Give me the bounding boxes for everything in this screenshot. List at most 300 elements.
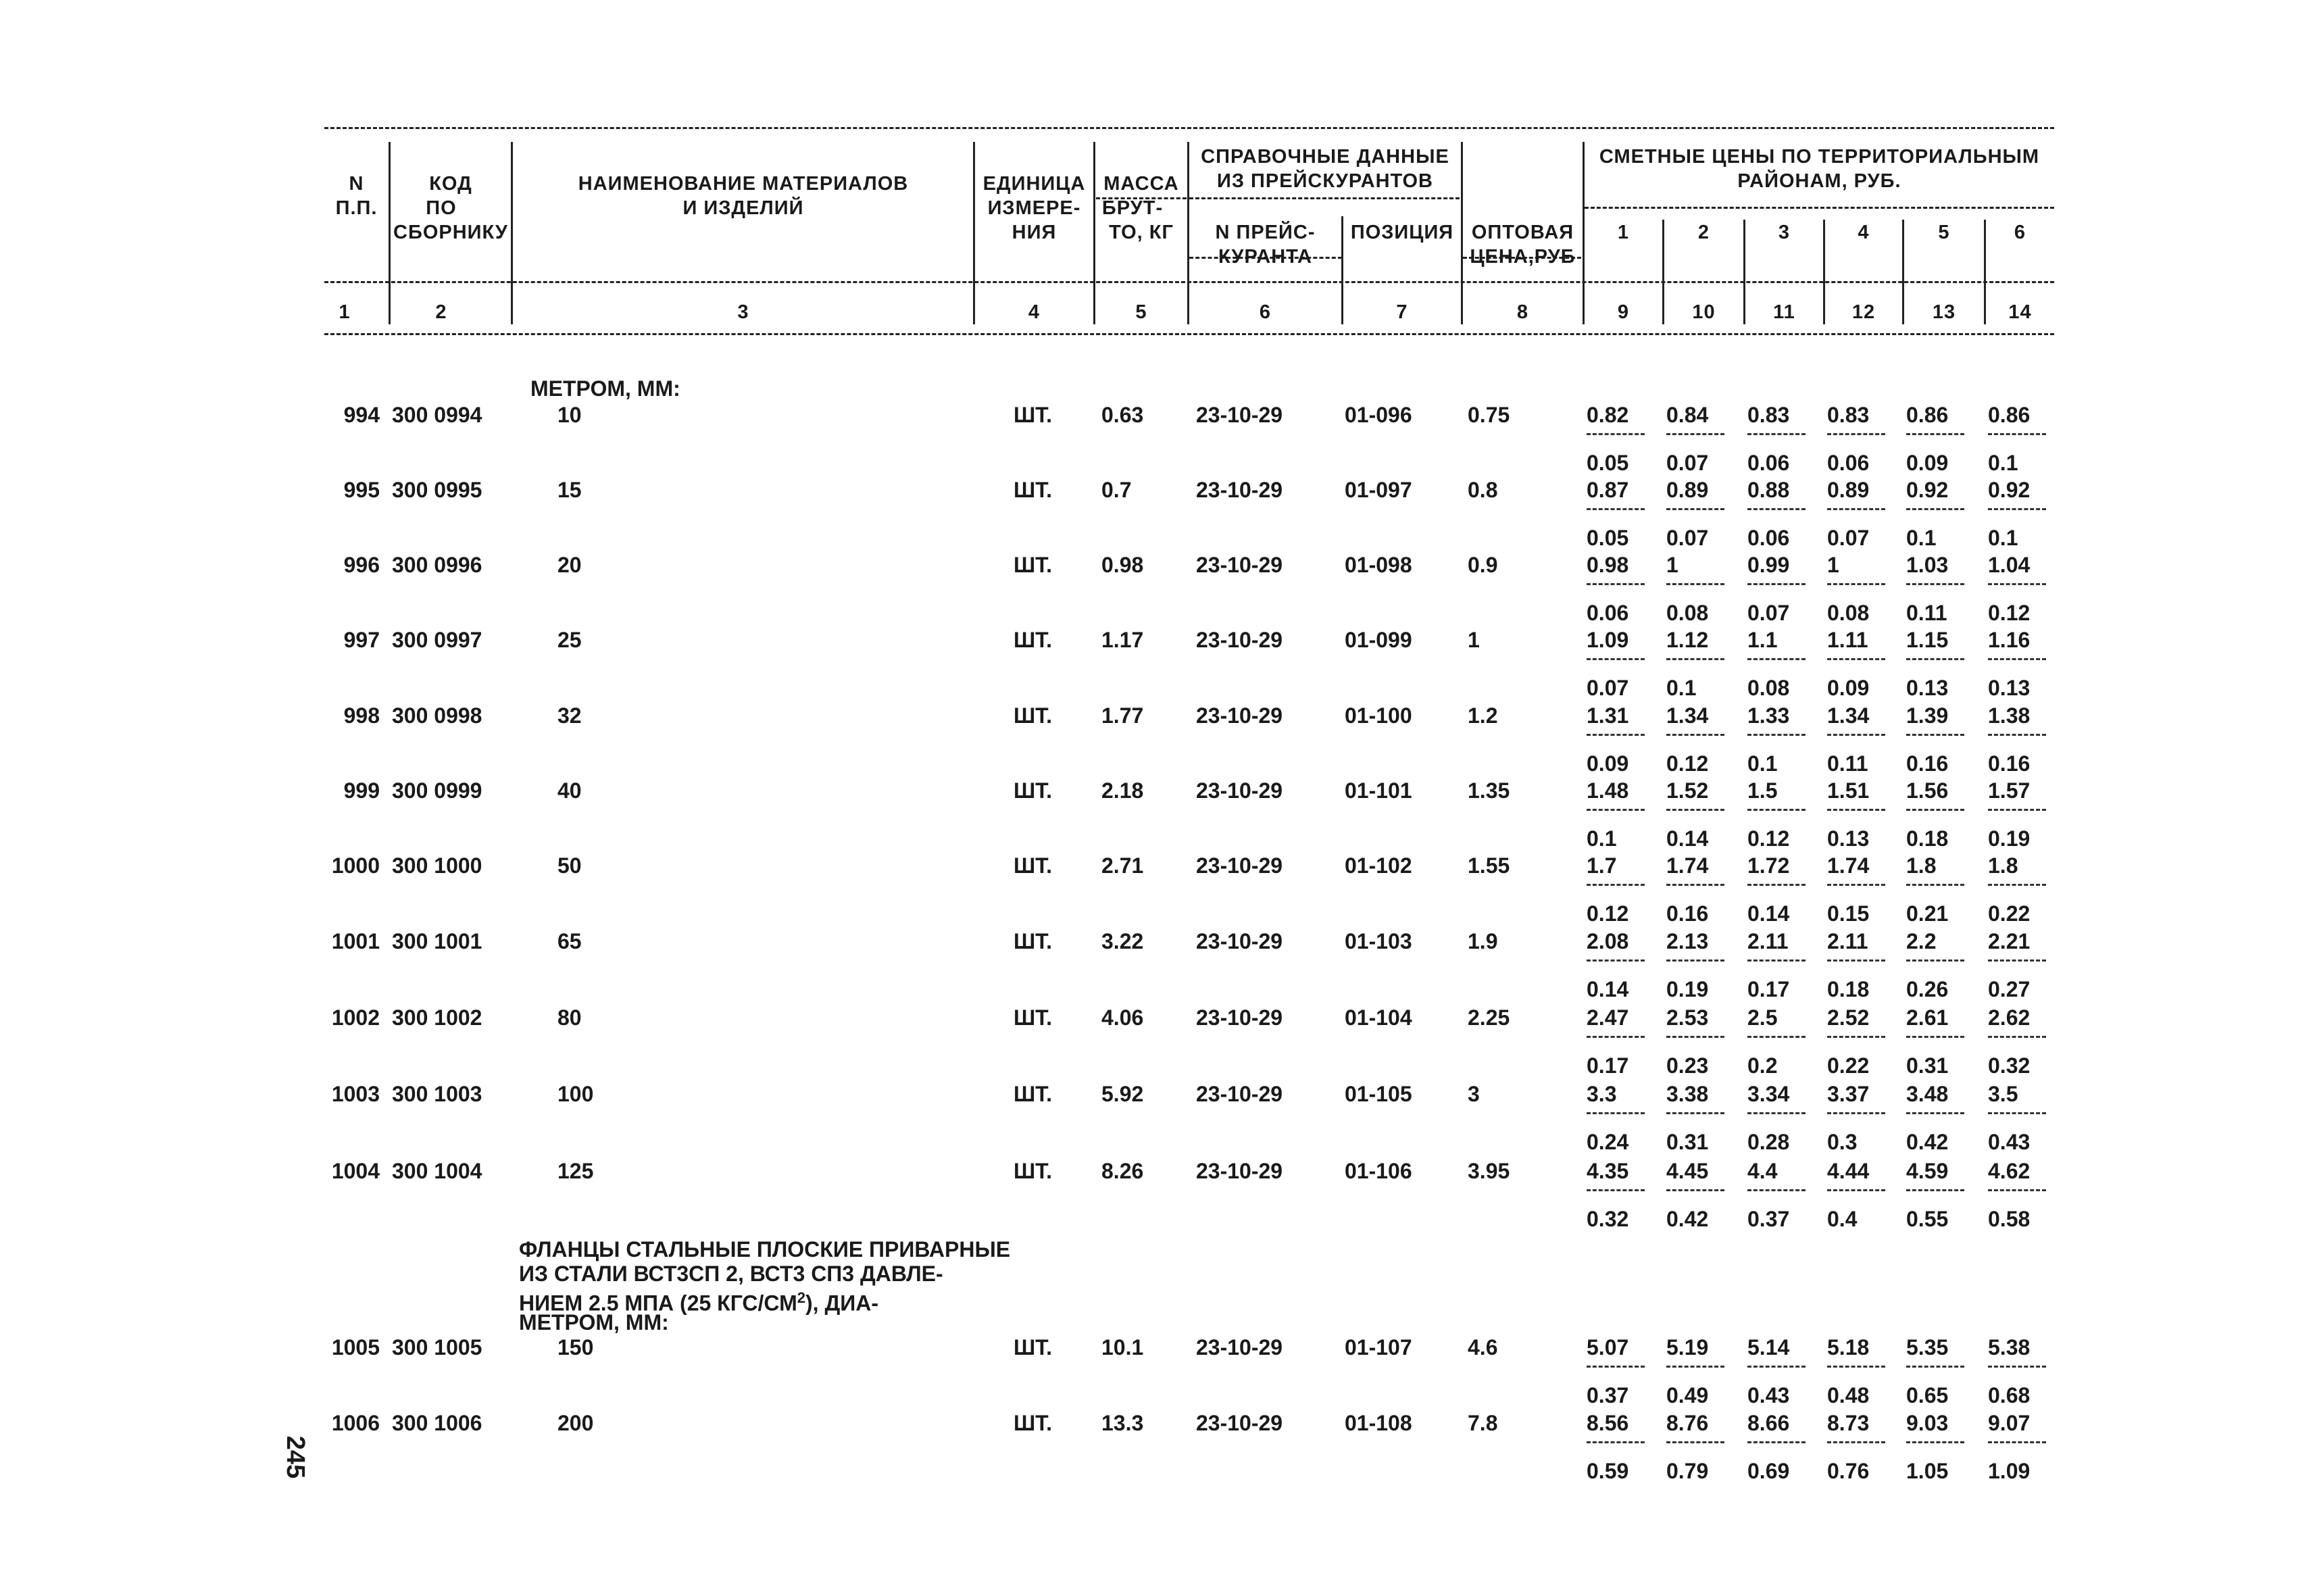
row-sub-price-district-3: 0.14 [1747,901,1790,926]
row-name: 125 [557,1159,594,1183]
row-sub-price-district-4: 0.22 [1827,1053,1870,1078]
col-number: 10 [1692,301,1716,323]
row-sub-price-district-6: 0.19 [1988,826,2031,851]
fraction-bar [1906,809,1964,811]
header-col2-line2: ПО [426,197,457,219]
row-sub-price-district-4: 0.3 [1827,1130,1858,1154]
row-price-district-4: 5.18 [1827,1335,1870,1360]
header-sub-rule [324,281,2054,283]
row-code: 300 1000 [392,853,482,878]
row-unit: ШТ. [1014,1005,1052,1030]
row-unit: ШТ. [1014,778,1052,803]
header-price-group-line1: СМЕТНЫЕ ЦЕНЫ ПО ТЕРРИТОРИАЛЬНЫМ [1599,146,2040,168]
fraction-bar [1587,658,1645,660]
row-code: 300 0994 [392,403,482,427]
col-number: 5 [1135,301,1147,323]
fraction-bar [1906,959,1964,962]
row-price-district-3: 2.11 [1747,929,1789,953]
row-price-district-1: 5.07 [1587,1335,1629,1360]
section-title-text: НИЕМ 2.5 МПА (25 КГС/СМ [519,1291,797,1316]
row-number: 1002 [331,1005,380,1030]
row-price-district-4: 1.34 [1827,703,1870,728]
row-price-list: 23-10-29 [1196,1411,1283,1435]
row-wholesale: 1.35 [1468,778,1510,803]
row-price-district-4: 2.52 [1827,1005,1870,1030]
row-wholesale: 3 [1468,1082,1480,1106]
row-sub-price-district-2: 0.23 [1666,1053,1709,1078]
row-sub-price-district-5: 0.09 [1906,451,1949,475]
row-sub-price-district-2: 0.49 [1666,1383,1709,1407]
row-mass: 10.1 [1101,1335,1144,1360]
row-sub-price-district-5: 1.05 [1906,1459,1949,1483]
fraction-bar [1666,1366,1724,1368]
header-ref-group-line1: СПРАВОЧНЫЕ ДАННЫЕ [1201,146,1449,168]
row-price-district-5: 2.61 [1906,1005,1949,1030]
header-col8-line1: ОПТОВАЯ [1471,222,1574,243]
row-price-list: 23-10-29 [1196,403,1283,427]
row-sub-price-district-6: 0.16 [1988,751,2031,776]
row-name: 80 [557,1005,582,1030]
row-sub-price-district-2: 0.31 [1666,1130,1709,1154]
header-col3-line1: НАИМЕНОВАНИЕ МАТЕРИАЛОВ [578,173,909,195]
row-number: 996 [343,553,380,577]
row-sub-price-district-1: 0.1 [1587,826,1617,851]
row-name: 32 [557,703,582,728]
row-name: 10 [557,403,582,427]
fraction-bar [1827,1036,1885,1038]
fraction-bar [1666,508,1724,510]
row-price-district-6: 1.8 [1988,853,2018,878]
row-price-district-1: 3.3 [1587,1082,1617,1106]
row-sub-price-district-2: 0.07 [1666,526,1709,550]
row-price-district-6: 1.04 [1988,553,2031,577]
fraction-bar [1988,809,2046,811]
header-bottom-rule [324,333,2054,335]
row-sub-price-district-1: 0.24 [1587,1130,1629,1154]
row-price-district-5: 1.56 [1906,778,1949,803]
row-price-district-3: 3.34 [1747,1082,1790,1106]
fraction-bar [1587,809,1645,811]
row-price-district-2: 5.19 [1666,1335,1709,1360]
row-position: 01-102 [1345,853,1412,878]
fraction-bar [1666,1189,1724,1191]
row-price-district-4: 0.83 [1827,403,1870,427]
row-price-district-2: 1 [1666,553,1678,577]
row-price-district-6: 2.62 [1988,1005,2031,1030]
fraction-bar [1988,884,2046,886]
row-position: 01-104 [1345,1005,1412,1030]
row-wholesale: 1.9 [1468,929,1498,953]
row-sub-price-district-2: 0.08 [1666,601,1709,625]
row-position: 01-103 [1345,929,1412,953]
row-sub-price-district-4: 0.76 [1827,1459,1870,1483]
row-sub-price-district-1: 0.14 [1587,977,1629,1001]
fraction-bar [1906,1441,1964,1443]
header-col1-line1: N [349,173,364,195]
row-position: 01-106 [1345,1159,1412,1183]
row-price-district-3: 1.1 [1747,628,1778,652]
row-name: 40 [557,778,582,803]
row-sub-price-district-6: 0.12 [1988,601,2031,625]
row-price-list: 23-10-29 [1196,778,1283,803]
row-sub-price-district-3: 0.08 [1747,676,1790,700]
row-unit: ШТ. [1014,478,1052,502]
col-number: 1 [339,301,351,323]
row-code: 300 1005 [392,1335,482,1360]
row-price-district-3: 0.83 [1747,403,1790,427]
row-code: 300 0997 [392,628,482,652]
row-sub-price-district-6: 0.27 [1988,977,2031,1001]
row-price-district-6: 1.16 [1988,628,2031,652]
fraction-bar [1747,1189,1806,1191]
row-sub-price-district-5: 0.21 [1906,901,1949,926]
row-sub-price-district-6: 0.1 [1988,451,2018,475]
row-sub-price-district-4: 0.07 [1827,526,1870,550]
row-mass: 0.7 [1101,478,1132,502]
row-price-district-1: 1.31 [1587,703,1629,728]
row-price-district-5: 1.8 [1906,853,1937,878]
row-price-district-5: 4.59 [1906,1159,1949,1183]
row-price-list: 23-10-29 [1196,1082,1283,1106]
row-price-district-1: 1.7 [1587,853,1617,878]
row-price-district-6: 0.86 [1988,403,2031,427]
header-district: 6 [2014,222,2026,243]
row-price-district-4: 1 [1827,553,1839,577]
fraction-bar [1747,734,1806,736]
row-mass: 0.63 [1101,403,1144,427]
row-position: 01-101 [1345,778,1412,803]
row-unit: ШТ. [1014,628,1052,652]
col-number: 2 [435,301,447,323]
header-district: 2 [1697,222,1710,243]
fraction-bar [1587,1366,1645,1368]
fraction-bar [1587,1112,1645,1114]
fraction-bar [1587,884,1645,886]
header-col3-line2: И ИЗДЕЛИЙ [682,197,804,219]
fraction-bar [1906,884,1964,886]
row-unit: ШТ. [1014,929,1052,953]
row-price-district-4: 0.89 [1827,478,1870,502]
row-sub-price-district-5: 0.65 [1906,1383,1949,1407]
row-wholesale: 4.6 [1468,1335,1498,1360]
row-price-district-1: 0.82 [1587,403,1629,427]
row-sub-price-district-1: 0.17 [1587,1053,1629,1078]
row-sub-price-district-5: 0.1 [1906,526,1937,550]
col-number: 6 [1259,301,1272,323]
row-number: 994 [343,403,380,427]
fraction-bar [1666,1036,1724,1038]
row-sub-price-district-1: 0.32 [1587,1207,1629,1231]
row-sub-price-district-1: 0.09 [1587,751,1629,776]
section-title-line: ФЛАНЦЫ СТАЛЬНЫЕ ПЛОСКИЕ ПРИВАРНЫЕ [519,1237,1011,1262]
fraction-bar [1827,734,1885,736]
fraction-bar [1666,734,1724,736]
row-price-district-2: 1.74 [1666,853,1709,878]
row-unit: ШТ. [1014,1159,1052,1183]
row-price-district-2: 0.84 [1666,403,1709,427]
fraction-bar [1827,1112,1885,1114]
superscript: 2 [797,1289,806,1306]
fraction-bar [1666,1112,1724,1114]
row-price-district-6: 3.5 [1988,1082,2018,1106]
col-number: 9 [1617,301,1630,323]
row-name: 100 [557,1082,594,1106]
row-position: 01-097 [1345,478,1412,502]
row-sub-price-district-3: 0.37 [1747,1207,1790,1231]
row-price-district-4: 8.73 [1827,1411,1870,1435]
fraction-bar [1747,959,1806,962]
row-price-district-1: 0.98 [1587,553,1629,577]
row-price-district-1: 0.87 [1587,478,1629,502]
row-sub-price-district-6: 0.1 [1988,526,2018,550]
row-price-district-6: 0.92 [1988,478,2031,502]
fraction-bar [1906,433,1964,435]
row-position: 01-099 [1345,628,1412,652]
row-sub-price-district-1: 0.37 [1587,1383,1629,1407]
fraction-bar [1587,508,1645,510]
row-mass: 4.06 [1101,1005,1144,1030]
fraction-bar [1587,1189,1645,1191]
row-sub-price-district-3: 0.06 [1747,526,1790,550]
fraction-bar [1906,658,1964,660]
row-number: 1003 [331,1082,380,1106]
row-position: 01-107 [1345,1335,1412,1360]
row-sub-price-district-4: 0.09 [1827,676,1870,700]
row-price-district-2: 0.89 [1666,478,1709,502]
row-unit: ШТ. [1014,1082,1052,1106]
row-sub-price-district-5: 0.26 [1906,977,1949,1001]
row-unit: ШТ. [1014,403,1052,427]
row-sub-price-district-5: 0.42 [1906,1130,1949,1154]
row-number: 1001 [331,929,380,953]
fraction-bar [1988,508,2046,510]
header-col4-line2: ИЗМЕРЕ- [987,197,1081,219]
row-price-district-4: 3.37 [1827,1082,1870,1106]
row-price-district-3: 5.14 [1747,1335,1790,1360]
row-code: 300 1004 [392,1159,482,1183]
row-price-district-5: 1.15 [1906,628,1949,652]
row-number: 1006 [331,1411,380,1435]
row-price-district-2: 1.34 [1666,703,1709,728]
row-price-district-1: 4.35 [1587,1159,1629,1183]
section-title-line: МЕТРОМ, ММ: [519,1310,669,1335]
row-sub-price-district-4: 0.18 [1827,977,1870,1001]
row-price-district-5: 0.92 [1906,478,1949,502]
row-number: 1005 [331,1335,380,1360]
row-position: 01-100 [1345,703,1412,728]
row-sub-price-district-4: 0.48 [1827,1383,1870,1407]
row-price-district-6: 5.38 [1988,1335,2031,1360]
row-sub-price-district-5: 0.16 [1906,751,1949,776]
fraction-bar [1827,809,1885,811]
header-col4-line3: НИЯ [1012,222,1057,243]
row-price-list: 23-10-29 [1196,703,1283,728]
fraction-bar [1666,583,1724,585]
row-wholesale: 3.95 [1468,1159,1510,1183]
row-price-district-3: 1.33 [1747,703,1790,728]
row-sub-price-district-3: 0.69 [1747,1459,1790,1483]
header-col4-line1: ЕДИНИЦА [982,173,1086,195]
fraction-bar [1666,658,1724,660]
row-sub-price-district-5: 0.18 [1906,826,1949,851]
row-sub-price-district-4: 0.11 [1827,751,1868,776]
row-wholesale: 0.9 [1468,553,1498,577]
col-number: 13 [1932,301,1956,323]
row-price-district-3: 8.66 [1747,1411,1790,1435]
col-number: 4 [1028,301,1041,323]
header-col6-line1: N ПРЕЙС- [1215,222,1316,243]
row-price-district-5: 1.03 [1906,553,1949,577]
header-col5-line2: БРУТ- [1101,197,1164,219]
row-mass: 8.26 [1101,1159,1144,1183]
row-price-district-6: 9.07 [1988,1411,2031,1435]
row-sub-price-district-4: 0.4 [1827,1207,1858,1231]
row-price-district-2: 4.45 [1666,1159,1709,1183]
fraction-bar [1827,884,1885,886]
row-price-list: 23-10-29 [1196,853,1283,878]
row-price-district-3: 2.5 [1747,1005,1778,1030]
row-number: 999 [343,778,380,803]
fraction-bar [1747,433,1806,435]
fraction-bar [1827,1441,1885,1443]
row-sub-price-district-2: 0.42 [1666,1207,1709,1231]
fraction-bar [1988,1112,2046,1114]
row-sub-price-district-1: 0.12 [1587,901,1629,926]
row-wholesale: 2.25 [1468,1005,1510,1030]
header-ref-group-line2: ИЗ ПРЕЙСКУРАНТОВ [1216,170,1434,192]
row-price-district-3: 1.72 [1747,853,1790,878]
fraction-bar [1747,583,1806,585]
fraction-bar [1747,508,1806,510]
row-sub-price-district-2: 0.12 [1666,751,1709,776]
row-sub-price-district-2: 0.1 [1666,676,1697,700]
row-mass: 1.77 [1101,703,1144,728]
fraction-bar [1906,508,1964,510]
row-price-district-6: 1.57 [1988,778,2031,803]
fraction-bar [1906,1036,1964,1038]
header-col5-line1: МАССА [1103,173,1179,195]
row-sub-price-district-3: 0.43 [1747,1383,1790,1407]
row-price-district-1: 1.09 [1587,628,1629,652]
row-price-district-6: 1.38 [1988,703,2031,728]
row-price-district-2: 1.12 [1666,628,1709,652]
col-number: 8 [1516,301,1529,323]
row-unit: ШТ. [1014,853,1052,878]
fraction-bar [1587,433,1645,435]
row-number: 998 [343,703,380,728]
row-sub-price-district-3: 0.28 [1747,1130,1790,1154]
row-number: 995 [343,478,380,502]
row-unit: ШТ. [1014,1335,1052,1360]
row-sub-price-district-2: 0.79 [1666,1459,1709,1483]
fraction-bar [1747,1366,1806,1368]
row-sub-price-district-6: 0.43 [1988,1130,2031,1154]
row-sub-price-district-3: 0.1 [1747,751,1778,776]
row-sub-price-district-6: 0.22 [1988,901,2031,926]
fraction-bar [1827,959,1885,962]
row-name: 200 [557,1411,594,1435]
row-price-list: 23-10-29 [1196,929,1283,953]
fraction-bar [1906,1189,1964,1191]
row-wholesale: 0.8 [1468,478,1498,502]
row-code: 300 0999 [392,778,482,803]
row-price-district-6: 4.62 [1988,1159,2031,1183]
header-top-rule [324,127,2054,129]
row-code: 300 1003 [392,1082,482,1106]
fraction-bar [1587,1036,1645,1038]
row-price-district-5: 9.03 [1906,1411,1949,1435]
row-sub-price-district-2: 0.19 [1666,977,1709,1001]
fraction-bar [1906,734,1964,736]
row-price-district-1: 8.56 [1587,1411,1629,1435]
fraction-bar [1666,433,1724,435]
row-sub-price-district-6: 0.32 [1988,1053,2031,1078]
row-price-list: 23-10-29 [1196,1159,1283,1183]
row-code: 300 1002 [392,1005,482,1030]
row-sub-price-district-4: 0.06 [1827,451,1870,475]
fraction-bar [1988,658,2046,660]
row-sub-price-district-2: 0.07 [1666,451,1709,475]
row-mass: 0.98 [1101,553,1144,577]
row-price-list: 23-10-29 [1196,628,1283,652]
row-sub-price-district-6: 0.58 [1988,1207,2031,1231]
fraction-bar [1666,884,1724,886]
row-wholesale: 1 [1468,628,1480,652]
row-price-district-2: 2.13 [1666,929,1709,953]
fraction-bar [1988,734,2046,736]
fraction-bar [1747,1036,1806,1038]
fraction-bar [1747,1112,1806,1114]
fraction-bar [1827,433,1885,435]
price-group-rule [1585,207,2054,209]
header-col6-line2: КУРАНТА [1218,246,1312,268]
header-price-group-line2: РАЙОНАМ, РУБ. [1737,170,1901,192]
fraction-bar [1988,583,2046,585]
row-price-district-2: 2.53 [1666,1005,1709,1030]
row-sub-price-district-3: 0.17 [1747,977,1790,1001]
row-code: 300 0996 [392,553,482,577]
header-col2-line1: КОД [429,173,472,195]
row-price-district-1: 2.47 [1587,1005,1629,1030]
header-district: 1 [1617,222,1630,243]
row-price-district-3: 0.88 [1747,478,1790,502]
row-wholesale: 0.75 [1468,403,1510,427]
row-price-district-3: 4.4 [1747,1159,1778,1183]
row-sub-price-district-4: 0.13 [1827,826,1870,851]
row-mass: 13.3 [1101,1411,1144,1435]
row-price-district-6: 2.21 [1988,929,2031,953]
row-unit: ШТ. [1014,703,1052,728]
row-wholesale: 1.2 [1468,703,1498,728]
row-sub-price-district-4: 0.08 [1827,601,1870,625]
row-sub-price-district-5: 0.13 [1906,676,1949,700]
row-sub-price-district-3: 0.12 [1747,826,1790,851]
row-position: 01-098 [1345,553,1412,577]
col-number: 12 [1851,301,1876,323]
row-price-list: 23-10-29 [1196,1005,1283,1030]
row-position: 01-105 [1345,1082,1412,1106]
fraction-bar [1906,1112,1964,1114]
row-code: 300 1001 [392,929,482,953]
row-sub-price-district-2: 0.14 [1666,826,1709,851]
row-price-district-5: 2.2 [1906,929,1937,953]
row-wholesale: 1.55 [1468,853,1510,878]
fraction-bar [1906,1366,1964,1368]
section-title: МЕТРОМ, ММ: [530,376,680,401]
fraction-bar [1587,583,1645,585]
row-mass: 1.17 [1101,628,1144,652]
row-sub-price-district-5: 0.55 [1906,1207,1949,1231]
